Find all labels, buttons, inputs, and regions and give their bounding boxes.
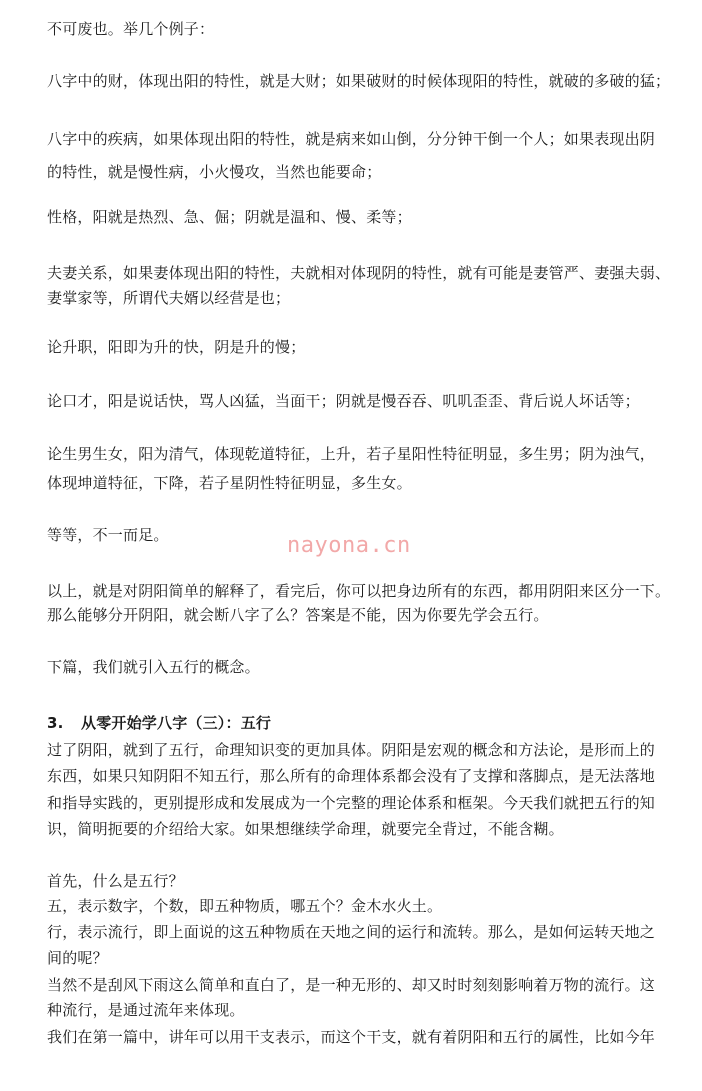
text-line: 当然不是刮风下雨这么简单和直白了，是一种无形的、却又时时刻刻影响着万物的流行。这 xyxy=(47,976,656,994)
text-line: 过了阴阳，就到了五行，命理知识变的更加具体。阴阳是宏观的概念和方法论，是形而上的 xyxy=(47,741,656,759)
text-line: 论口才，阳是说话快，骂人凶猛，当面干；阴就是慢吞吞、叽叽歪歪、背后说人坏话等； xyxy=(47,392,640,410)
text-line: 那么能够分开阴阳，就会断八字了么？答案是不能，因为你要先学会五行。 xyxy=(47,606,549,624)
text-line: 性格，阳就是热烈、急、倔；阴就是温和、慢、柔等； xyxy=(47,208,412,226)
text-line: 妻掌家等，所谓代夫婿以经营是也； xyxy=(47,289,291,307)
text-line: 和指导实践的，更别提形成和发展成为一个完整的理论体系和框架。今天我们就把五行的知 xyxy=(47,794,656,812)
text-line: 体现坤道特征，下降，若子星阴性特征明显，多生女。 xyxy=(47,474,412,492)
section-number: 3. xyxy=(47,714,64,732)
text-line: 识，简明扼要的介绍给大家。如果想继续学命理，就要完全背过，不能含糊。 xyxy=(47,820,564,838)
text-line: 首先，什么是五行？ xyxy=(47,872,184,890)
text-line: 间的呢？ xyxy=(47,949,108,967)
text-line: 论生男生女，阳为清气，体现乾道特征，上升，若子星阳性特征明显，多生男；阴为浊气， xyxy=(47,445,656,463)
text-line: 论升职，阳即为升的快，阴是升的慢； xyxy=(47,338,306,356)
text-line: 的特性，就是慢性病，小火慢攻，当然也能要命； xyxy=(47,163,382,181)
watermark: nayona.cn xyxy=(287,533,411,558)
section-title: 从零开始学八字（三）：五行 xyxy=(81,714,272,732)
text-line: 下篇，我们就引入五行的概念。 xyxy=(47,658,260,676)
text-line: 不可废也。举几个例子： xyxy=(47,20,215,38)
text-line: 五，表示数字，个数，即五种物质，哪五个？金木水火土。 xyxy=(47,897,443,915)
text-line: 夫妻关系，如果妻体现出阳的特性，夫就相对体现阴的特性，就有可能是妻管严、妻强夫弱、 xyxy=(47,264,671,282)
text-line: 东西，如果只知阴阳不知五行，那么所有的命理体系都会没有了支撑和落脚点，是无法落地 xyxy=(47,767,656,785)
text-line: 八字中的疾病，如果体现出阳的特性，就是病来如山倒，分分钟干倒一个人；如果表现出阴 xyxy=(47,130,656,148)
text-line: 八字中的财，体现出阳的特性，就是大财；如果破财的时候体现阳的特性，就破的多破的猛； xyxy=(47,72,671,90)
text-line: 种流行，是通过流年来体现。 xyxy=(47,1001,245,1019)
text-line: 以上，就是对阴阳简单的解释了，看完后，你可以把身边所有的东西，都用阴阳来区分一下。 xyxy=(47,582,671,600)
section-heading xyxy=(47,713,677,733)
text-line: 等等，不一而足。 xyxy=(47,526,169,544)
text-line: 行，表示流行，即上面说的这五种物质在天地之间的运行和流转。那么，是如何运转天地之 xyxy=(47,923,656,941)
text-line: 我们在第一篇中，讲年可以用干支表示，而这个干支，就有着阴阳和五行的属性，比如今年 xyxy=(47,1028,656,1046)
